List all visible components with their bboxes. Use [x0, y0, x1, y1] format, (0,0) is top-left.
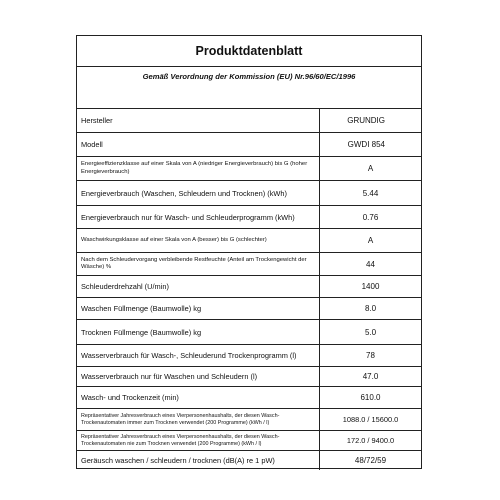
row-label: Repräsentativer Jahresverbrauch eines Vierpersonenhaushalts, der diesen Wasch-Trockenautomaten immer zum Trocknen verwendet (200 Programme) (kWh / l) [81, 412, 280, 426]
row-energy-class [77, 156, 421, 180]
row-annual-with-drying [77, 408, 421, 430]
row-water-full [77, 344, 421, 366]
product-data-sheet [76, 35, 422, 469]
row-annual-without-drying [77, 430, 421, 450]
row-value: GRUNDIG [319, 109, 421, 132]
row-value: 8.0 [319, 298, 421, 319]
row-spin-speed [77, 275, 421, 297]
row-label: Hersteller [81, 116, 113, 125]
row-label: Schleuderdrehzahl (U/min) [81, 282, 169, 291]
row-value: 5.0 [319, 320, 421, 344]
row-label: Repräsentativer Jahresverbrauch eines Vierpersonenhaushalts, der diesen Wasch-Trockenautomaten nie zum Trocknen verwendet (200 Programme) (kWh / l) [81, 433, 280, 447]
row-value: 47.0 [319, 367, 421, 386]
row-dry-load [77, 319, 421, 344]
row-noise [77, 450, 421, 470]
sheet-title: Produktdatenblatt [77, 36, 421, 67]
row-value: 5.44 [319, 181, 421, 205]
row-value: GWDI 854 [319, 133, 421, 156]
row-label: Waschen Füllmenge (Baumwolle) kg [81, 304, 202, 313]
row-value: 44 [319, 253, 421, 275]
row-label: Nach dem Schleudervorgang verbleibende Restfeuchte (Anteil am Trockengewicht der Wäsche) % [81, 256, 307, 270]
row-energy-consumption [77, 180, 421, 205]
row-energy-wash-spin [77, 205, 421, 228]
row-manufacturer [77, 108, 421, 132]
row-value: 48/72/59 [319, 451, 421, 470]
row-residual-moisture [77, 252, 421, 275]
row-label: Energieverbrauch (Waschen, Schleudern und Trocknen) (kWh) [81, 188, 287, 198]
row-value: A [319, 229, 421, 252]
row-model [77, 132, 421, 156]
row-value: A [319, 157, 421, 180]
row-wash-dry-time [77, 386, 421, 408]
row-label: Modell [81, 140, 103, 149]
row-value: 78 [319, 345, 421, 366]
row-label: Wasserverbrauch für Wasch-, Schleuderund Trockenprogramm (l) [81, 351, 297, 360]
regulation-subtitle: Gemäß Verordnung der Kommission (EU) Nr.96/60/EC/1996 [142, 72, 356, 81]
row-label: Energieverbrauch nur für Wasch- und Schleuderprogramm (kWh) [81, 212, 295, 222]
row-value: 1400 [319, 276, 421, 297]
row-label: Trocknen Füllmenge (Baumwolle) kg [81, 327, 202, 337]
row-value: 0.76 [319, 206, 421, 228]
row-label: Wasch- und Trockenzeit (min) [81, 393, 179, 402]
row-value: 172.0 / 9400.0 [319, 431, 421, 450]
row-label: Energieeffizienzklasse auf einer Skala von A (niedriger Energieverbrauch) bis G (hoher Energieverbrauch) [81, 161, 308, 175]
row-label: Wasserverbrauch nur für Waschen und Schleudern (l) [81, 372, 258, 381]
row-wash-load [77, 297, 421, 319]
row-label: Geräusch waschen / schleudern / trocknen (dB(A) re 1 pW) [81, 456, 275, 465]
row-value: 1088.0 / 15600.0 [319, 409, 421, 430]
row-water-wash-spin [77, 366, 421, 386]
row-value: 610.0 [319, 387, 421, 408]
row-wash-class [77, 228, 421, 252]
row-label: Waschwirkungsklasse auf einer Skala von A (besser) bis G (schlechter) [81, 236, 267, 243]
